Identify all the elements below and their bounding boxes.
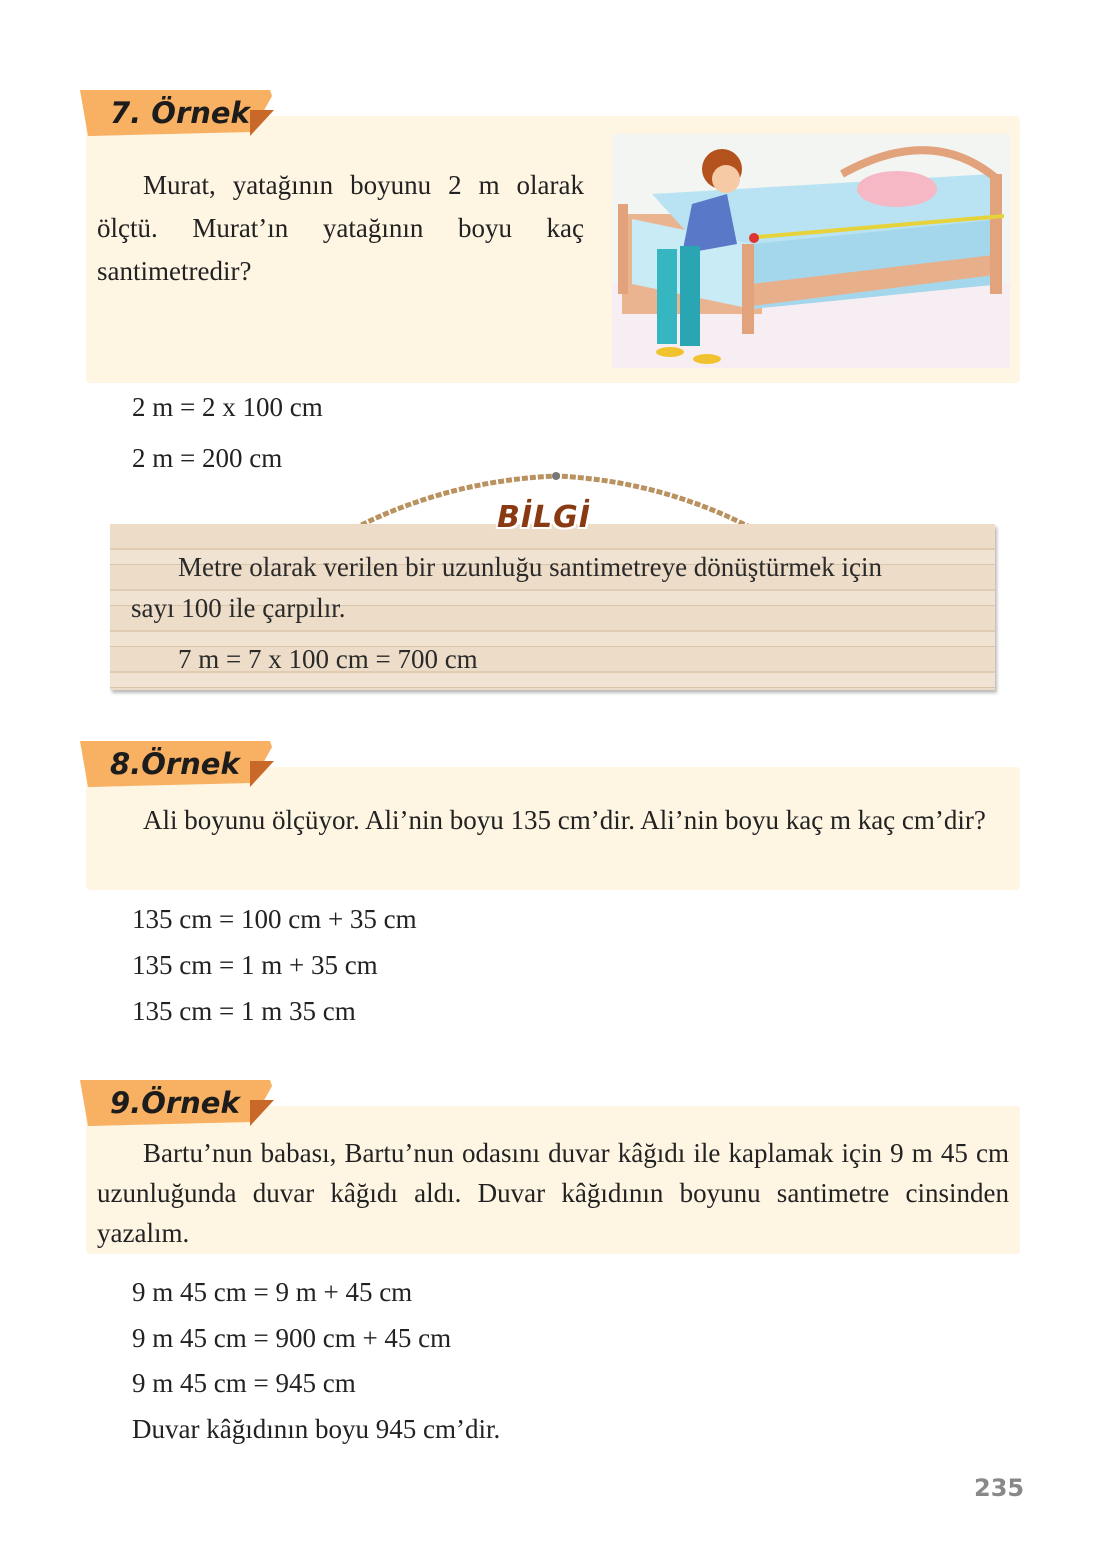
example-7-label: 7. Örnek bbox=[110, 96, 250, 130]
info-text-line1: Metre olarak verilen bir uzunluğu santimetreye dönüştürmek için bbox=[178, 552, 883, 582]
example-9-label: 9.Örnek bbox=[110, 1086, 240, 1120]
example-8-step: 135 cm = 1 m 35 cm bbox=[132, 996, 356, 1026]
example-9-question: Bartu’nun babası, Bartu’nun odasını duvar kâğıdı ile kaplamak için 9 m 45 cm uzunluğunda duvar kâğıdı aldı. Duvar kâğıdının boyunu santimetre cinsinden yazalım. bbox=[97, 1138, 1009, 1248]
example-8-label: 8.Örnek bbox=[110, 747, 240, 781]
example-9-answer: Duvar kâğıdının boyu 945 cm’dir. bbox=[132, 1414, 501, 1444]
example-7-tab bbox=[80, 90, 272, 136]
bed-measuring-illustration bbox=[612, 134, 1010, 368]
info-text-line2: sayı 100 ile çarpılır. bbox=[131, 593, 346, 623]
example-8-question: Ali boyunu ölçüyor. Ali’nin boyu 135 cm’dir. Ali’nin boyu kaç m kaç cm’dir? bbox=[143, 805, 986, 835]
example-7-step: 2 m = 2 x 100 cm bbox=[132, 392, 323, 422]
example-9-step: 9 m 45 cm = 945 cm bbox=[132, 1368, 356, 1398]
info-example: 7 m = 7 x 100 cm = 700 cm bbox=[178, 644, 478, 674]
example-7-question: Murat, yatağının boyunu 2 m olarak ölçtü. Murat’ın yatağının boyu kaç santimetredir? bbox=[97, 170, 584, 286]
example-9-tab bbox=[80, 1080, 272, 1126]
example-7-step: 2 m = 200 cm bbox=[132, 443, 283, 473]
example-9-step: 9 m 45 cm = 900 cm + 45 cm bbox=[132, 1323, 452, 1353]
example-8-step: 135 cm = 1 m + 35 cm bbox=[132, 950, 378, 980]
page-number: 235 bbox=[974, 1474, 1025, 1502]
example-9-step: 9 m 45 cm = 9 m + 45 cm bbox=[132, 1277, 413, 1307]
example-8-step: 135 cm = 100 cm + 35 cm bbox=[132, 904, 417, 934]
example-8-tab bbox=[80, 741, 272, 787]
info-title: BİLGİ bbox=[497, 500, 591, 535]
